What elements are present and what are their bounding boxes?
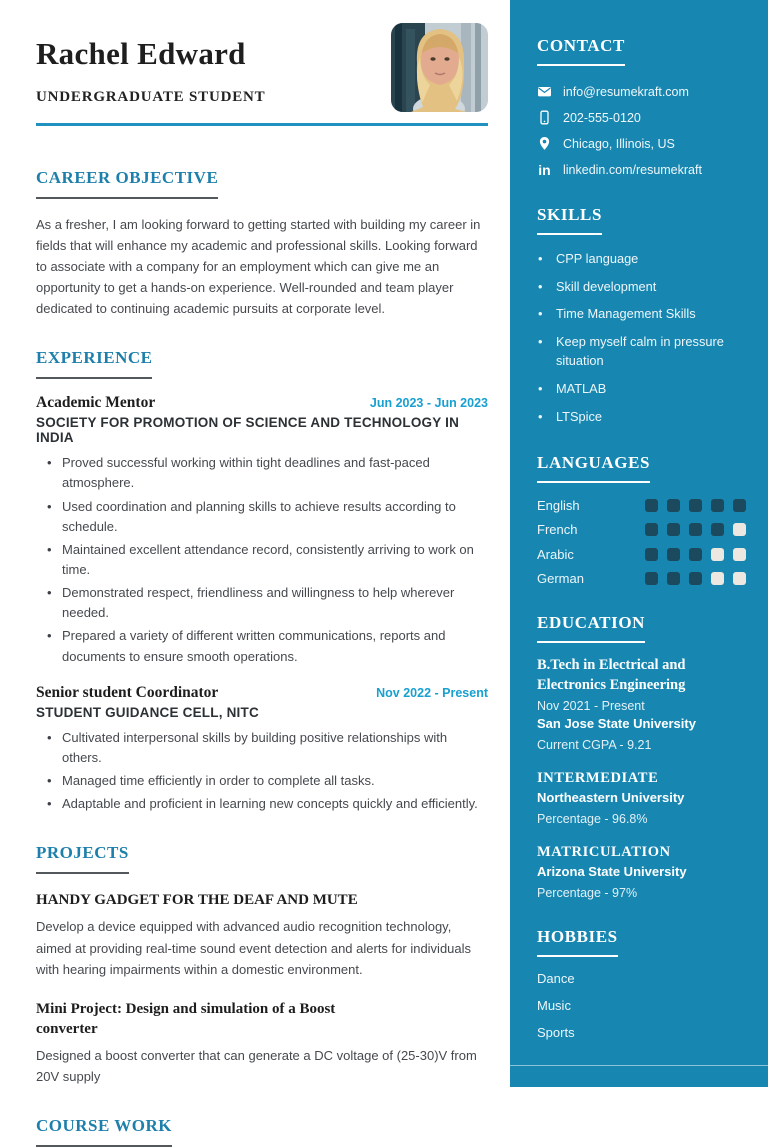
job-bullet: • Managed time efficiently in order to complete all tasks. [36, 771, 488, 791]
education-sub-school: Northeastern University [537, 790, 685, 806]
section-education [537, 613, 746, 900]
experience-heading: EXPERIENCE [36, 348, 152, 379]
education-sub-label: MATRICULATION [537, 844, 671, 861]
section-hobbies [537, 927, 746, 1040]
education-entry-intermediate [537, 770, 746, 826]
language-row [537, 547, 746, 562]
job-bullet: • Adaptable and proficient in learning new concepts quickly and efficiently. [36, 794, 488, 814]
section-skills [537, 205, 746, 426]
job-header [36, 684, 488, 702]
hobby-item: Dance [537, 971, 575, 987]
location-icon [537, 136, 552, 151]
person-name: Rachel Edward [36, 36, 246, 71]
education-sub-school: Arizona State University [537, 864, 687, 880]
project-entry [36, 890, 488, 979]
job-dates: Jun 2023 - Jun 2023 [369, 396, 488, 411]
section-projects [36, 843, 488, 1087]
language-level-indicator [645, 523, 746, 536]
contact-item-phone [537, 109, 746, 126]
header [36, 36, 488, 126]
job-bullet: • Proved successful working within tight deadlines and fast-paced atmosphere. [36, 453, 488, 493]
job-title: Academic Mentor [36, 394, 156, 412]
section-experience [36, 348, 488, 814]
profile-photo-image [391, 23, 488, 112]
job-bullet: • Prepared a variety of different written communications, reports and documents to ensure smooth operations. [36, 626, 488, 666]
education-sub-note: Percentage - 96.8% [537, 812, 648, 827]
language-row [537, 498, 746, 513]
education-dates: Nov 2021 - Present [537, 699, 645, 714]
job-company: STUDENT GUIDANCE CELL, NITC [36, 704, 259, 720]
skill-item: • MATLAB [537, 379, 746, 398]
job-bullet: • Maintained excellent attendance record, consistently arriving to work on time. [36, 540, 488, 580]
section-languages [537, 453, 746, 587]
project-description: Develop a device equipped with advanced audio recognition technology, aimed at providing real-time sound event detection and alerts for individuals with hearing impairments within a domestic environment. [36, 919, 472, 977]
contact-item-location [537, 135, 746, 152]
mail-icon [537, 84, 552, 99]
language-name: French [537, 522, 578, 538]
course-work-heading: COURSE WORK [36, 1116, 172, 1147]
contact-list [537, 83, 746, 178]
education-entry-matriculation [537, 844, 746, 900]
career-objective-heading: CAREER OBJECTIVE [36, 168, 218, 199]
section-career-objective [36, 168, 488, 319]
hobby-item: Sports [537, 1025, 575, 1041]
job-dates: Nov 2022 - Present [376, 685, 488, 700]
person-role: UNDERGRADUATE STUDENT [36, 89, 266, 105]
projects-heading: PROJECTS [36, 843, 129, 874]
job-header [36, 394, 488, 412]
job-bullet-list [36, 453, 488, 666]
education-cgpa: Current CGPA - 9.21 [537, 738, 652, 753]
language-rows [537, 498, 746, 587]
header-divider [36, 123, 488, 126]
skill-item: • Time Management Skills [537, 304, 746, 323]
language-level-indicator [645, 572, 746, 585]
profile-photo [391, 23, 488, 112]
job-company: SOCIETY FOR PROMOTION OF SCIENCE AND TECHNOLOGY IN INDIA [36, 415, 460, 446]
job-title: Senior student Coordinator [36, 683, 219, 701]
skills-list [537, 249, 746, 426]
experience-entry [36, 684, 488, 815]
language-row [537, 522, 746, 537]
section-contact [537, 36, 746, 178]
contact-item-linkedin[interactable] [537, 161, 746, 178]
skill-item: • Skill development [537, 277, 746, 296]
contact-item-email[interactable] [537, 83, 746, 100]
experience-entry [36, 394, 488, 666]
sidebar-bottom-divider [510, 1065, 768, 1066]
contact-location-text: Chicago, Illinois, US [563, 136, 675, 151]
skills-heading: SKILLS [537, 205, 602, 235]
skill-item: • Keep myself calm in pressure situation [537, 332, 746, 370]
language-level-indicator [645, 499, 746, 512]
education-heading: EDUCATION [537, 613, 645, 643]
language-name: German [537, 571, 584, 587]
job-bullet-list [36, 728, 488, 815]
education-sub-note: Percentage - 97% [537, 886, 638, 901]
job-bullet: • Used coordination and planning skills to achieve results according to schedule. [36, 497, 488, 537]
contact-phone-text: 202-555-0120 [563, 110, 641, 125]
job-bullet: • Cultivated interpersonal skills by building positive relationships with others. [36, 728, 488, 768]
language-level-indicator [645, 548, 746, 561]
hobby-item: Music [537, 998, 571, 1014]
contact-heading: CONTACT [537, 36, 625, 66]
linkedin-icon: in [538, 161, 551, 178]
hobby-list [537, 971, 746, 1040]
education-school: San Jose State University [537, 716, 696, 732]
section-course-work [36, 1116, 488, 1147]
project-title: Mini Project: Design and simulation of a Boost converter [36, 1000, 336, 1037]
language-name: English [537, 497, 580, 513]
skill-item: • CPP language [537, 249, 746, 268]
project-description: Designed a boost converter that can generate a DC voltage of (25-30)V from 20V supply [36, 1048, 477, 1085]
sidebar [510, 0, 768, 1087]
education-sub-label: INTERMEDIATE [537, 770, 659, 787]
career-objective-text: As a fresher, I am looking forward to getting started with building my career in fields that will enhance my academic and professional skills. Looking forward to associate with a company for an employment which can give me an opportunity to get a hands-on experience. Well-rounded and team player dedicated to continuing academic pursuits at corporate level. [36, 217, 481, 317]
job-bullet: • Demonstrated respect, friendliness and willingness to help wherever needed. [36, 583, 488, 623]
contact-email-text: info@resumekraft.com [563, 84, 689, 99]
education-degree: B.Tech in Electrical and Electronics Engineering [537, 657, 686, 693]
phone-icon [537, 110, 552, 125]
contact-linkedin-text: linkedin.com/resumekraft [563, 162, 702, 177]
languages-heading: LANGUAGES [537, 453, 650, 483]
project-title: HANDY GADGET FOR THE DEAF AND MUTE [36, 892, 358, 909]
skill-item: • LTSpice [537, 407, 746, 426]
hobbies-heading: HOBBIES [537, 927, 618, 957]
language-row [537, 571, 746, 586]
language-name: Arabic [537, 546, 574, 562]
project-entry [36, 999, 488, 1088]
